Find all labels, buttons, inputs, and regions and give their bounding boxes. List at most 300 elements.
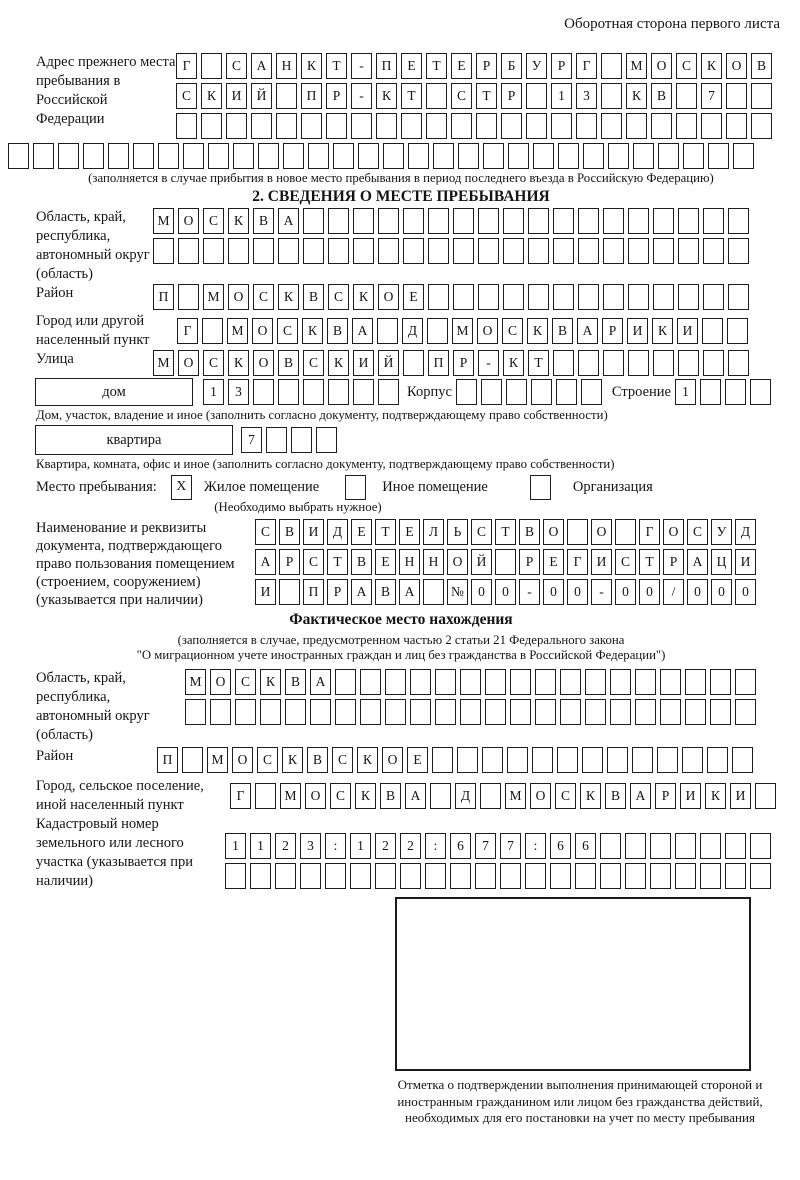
char-cell[interactable]: [325, 863, 346, 889]
char-cell[interactable]: С: [615, 549, 636, 575]
char-cell[interactable]: [653, 350, 674, 376]
char-cell[interactable]: [610, 669, 631, 695]
char-cell[interactable]: Р: [501, 83, 522, 109]
char-cell[interactable]: [253, 238, 274, 264]
char-cell[interactable]: Т: [326, 53, 347, 79]
char-cell[interactable]: 6: [450, 833, 471, 859]
char-cell[interactable]: [485, 669, 506, 695]
char-cell[interactable]: [385, 699, 406, 725]
char-cell[interactable]: [250, 863, 271, 889]
char-cell[interactable]: [632, 747, 653, 773]
char-cell[interactable]: [600, 833, 621, 859]
char-cell[interactable]: [578, 238, 599, 264]
char-cell[interactable]: В: [303, 284, 324, 310]
char-cell[interactable]: В: [278, 350, 299, 376]
char-cell[interactable]: [456, 379, 477, 405]
char-cell[interactable]: 0: [495, 579, 516, 605]
char-cell[interactable]: [426, 83, 447, 109]
char-cell[interactable]: М: [626, 53, 647, 79]
char-cell[interactable]: [528, 284, 549, 310]
char-cell[interactable]: О: [543, 519, 564, 545]
char-cell[interactable]: О: [663, 519, 684, 545]
char-cell[interactable]: С: [676, 53, 697, 79]
char-cell[interactable]: [657, 747, 678, 773]
char-cell[interactable]: [725, 833, 746, 859]
char-cell[interactable]: [435, 669, 456, 695]
char-cell[interactable]: [710, 669, 731, 695]
char-cell[interactable]: [526, 83, 547, 109]
char-cell[interactable]: [383, 143, 404, 169]
char-cell[interactable]: 0: [567, 579, 588, 605]
char-cell[interactable]: [353, 208, 374, 234]
char-cell[interactable]: [427, 318, 448, 344]
char-cell[interactable]: К: [353, 284, 374, 310]
char-cell[interactable]: [333, 143, 354, 169]
char-cell[interactable]: -: [519, 579, 540, 605]
char-cell[interactable]: [751, 83, 772, 109]
char-cell[interactable]: [750, 379, 771, 405]
char-cell[interactable]: [335, 669, 356, 695]
char-cell[interactable]: [603, 238, 624, 264]
char-cell[interactable]: К: [278, 284, 299, 310]
char-cell[interactable]: М: [203, 284, 224, 310]
char-cell[interactable]: 1: [675, 379, 696, 405]
char-cell[interactable]: К: [301, 53, 322, 79]
char-cell[interactable]: Т: [495, 519, 516, 545]
char-cell[interactable]: Г: [176, 53, 197, 79]
char-cell[interactable]: К: [527, 318, 548, 344]
char-cell[interactable]: [735, 669, 756, 695]
char-cell[interactable]: Р: [326, 83, 347, 109]
char-cell[interactable]: С: [687, 519, 708, 545]
char-cell[interactable]: К: [357, 747, 378, 773]
char-cell[interactable]: [583, 143, 604, 169]
char-cell[interactable]: -: [351, 83, 372, 109]
char-cell[interactable]: К: [228, 350, 249, 376]
char-cell[interactable]: [628, 350, 649, 376]
char-cell[interactable]: [303, 208, 324, 234]
char-cell[interactable]: О: [232, 747, 253, 773]
char-cell[interactable]: [628, 208, 649, 234]
char-cell[interactable]: [633, 143, 654, 169]
char-cell[interactable]: :: [325, 833, 346, 859]
char-cell[interactable]: [403, 208, 424, 234]
char-cell[interactable]: -: [478, 350, 499, 376]
char-cell[interactable]: [507, 747, 528, 773]
char-cell[interactable]: [625, 863, 646, 889]
char-cell[interactable]: [283, 143, 304, 169]
char-cell[interactable]: [678, 208, 699, 234]
char-cell[interactable]: [335, 699, 356, 725]
char-cell[interactable]: [728, 208, 749, 234]
char-cell[interactable]: [653, 238, 674, 264]
char-cell[interactable]: [603, 208, 624, 234]
char-cell[interactable]: С: [451, 83, 472, 109]
char-cell[interactable]: М: [280, 783, 301, 809]
char-cell[interactable]: Ь: [447, 519, 468, 545]
char-cell[interactable]: 7: [701, 83, 722, 109]
char-cell[interactable]: [628, 284, 649, 310]
char-cell[interactable]: [8, 143, 29, 169]
char-cell[interactable]: Й: [471, 549, 492, 575]
char-cell[interactable]: Г: [639, 519, 660, 545]
char-cell[interactable]: Р: [327, 579, 348, 605]
char-cell[interactable]: №: [447, 579, 468, 605]
char-cell[interactable]: [600, 863, 621, 889]
char-cell[interactable]: [453, 284, 474, 310]
char-cell[interactable]: [482, 747, 503, 773]
char-cell[interactable]: [353, 238, 374, 264]
char-cell[interactable]: 3: [300, 833, 321, 859]
char-cell[interactable]: 3: [576, 83, 597, 109]
char-cell[interactable]: Р: [655, 783, 676, 809]
char-cell[interactable]: [33, 143, 54, 169]
char-cell[interactable]: Ц: [711, 549, 732, 575]
char-cell[interactable]: Т: [401, 83, 422, 109]
char-cell[interactable]: [682, 747, 703, 773]
char-cell[interactable]: [351, 113, 372, 139]
char-cell[interactable]: Б: [501, 53, 522, 79]
char-cell[interactable]: [225, 863, 246, 889]
char-cell[interactable]: О: [305, 783, 326, 809]
char-cell[interactable]: [478, 208, 499, 234]
char-cell[interactable]: [503, 238, 524, 264]
char-cell[interactable]: 1: [551, 83, 572, 109]
char-cell[interactable]: [675, 863, 696, 889]
char-cell[interactable]: В: [751, 53, 772, 79]
char-cell[interactable]: [432, 747, 453, 773]
char-cell[interactable]: В: [285, 669, 306, 695]
char-cell[interactable]: [608, 143, 629, 169]
char-cell[interactable]: [183, 143, 204, 169]
char-cell[interactable]: [153, 238, 174, 264]
char-cell[interactable]: [430, 783, 451, 809]
char-cell[interactable]: Г: [177, 318, 198, 344]
char-cell[interactable]: Т: [639, 549, 660, 575]
char-cell[interactable]: [558, 143, 579, 169]
char-cell[interactable]: С: [303, 549, 324, 575]
char-cell[interactable]: Н: [276, 53, 297, 79]
char-cell[interactable]: [278, 238, 299, 264]
char-cell[interactable]: [578, 284, 599, 310]
char-cell[interactable]: [501, 113, 522, 139]
char-cell[interactable]: [251, 113, 272, 139]
char-cell[interactable]: С: [253, 284, 274, 310]
char-cell[interactable]: С: [277, 318, 298, 344]
char-cell[interactable]: О: [651, 53, 672, 79]
char-cell[interactable]: В: [519, 519, 540, 545]
char-cell[interactable]: [495, 549, 516, 575]
char-cell[interactable]: [278, 379, 299, 405]
char-cell[interactable]: [676, 113, 697, 139]
char-cell[interactable]: П: [157, 747, 178, 773]
char-cell[interactable]: [678, 238, 699, 264]
char-cell[interactable]: [460, 669, 481, 695]
char-cell[interactable]: А: [310, 669, 331, 695]
char-cell[interactable]: [733, 143, 754, 169]
char-cell[interactable]: [423, 579, 444, 605]
char-cell[interactable]: [378, 379, 399, 405]
char-cell[interactable]: [158, 143, 179, 169]
char-cell[interactable]: [525, 863, 546, 889]
char-cell[interactable]: 6: [575, 833, 596, 859]
char-cell[interactable]: Е: [351, 519, 372, 545]
char-cell[interactable]: [480, 783, 501, 809]
char-cell[interactable]: К: [580, 783, 601, 809]
char-cell[interactable]: [531, 379, 552, 405]
char-cell[interactable]: [301, 113, 322, 139]
char-cell[interactable]: [185, 699, 206, 725]
char-cell[interactable]: [481, 379, 502, 405]
char-cell[interactable]: [528, 208, 549, 234]
char-cell[interactable]: /: [663, 579, 684, 605]
char-cell[interactable]: [260, 699, 281, 725]
char-cell[interactable]: К: [705, 783, 726, 809]
char-cell[interactable]: В: [253, 208, 274, 234]
char-cell[interactable]: [551, 113, 572, 139]
char-cell[interactable]: [458, 143, 479, 169]
char-cell[interactable]: О: [210, 669, 231, 695]
char-cell[interactable]: [683, 143, 704, 169]
char-cell[interactable]: [375, 863, 396, 889]
char-cell[interactable]: [578, 208, 599, 234]
char-cell[interactable]: [326, 113, 347, 139]
char-cell[interactable]: [685, 669, 706, 695]
char-cell[interactable]: Р: [551, 53, 572, 79]
char-cell[interactable]: [553, 350, 574, 376]
char-cell[interactable]: [483, 143, 504, 169]
char-cell[interactable]: С: [502, 318, 523, 344]
char-cell[interactable]: [732, 747, 753, 773]
char-cell[interactable]: [403, 238, 424, 264]
char-cell[interactable]: [275, 863, 296, 889]
char-cell[interactable]: В: [605, 783, 626, 809]
char-cell[interactable]: А: [278, 208, 299, 234]
char-cell[interactable]: 3: [228, 379, 249, 405]
char-cell[interactable]: [360, 669, 381, 695]
char-cell[interactable]: С: [235, 669, 256, 695]
char-cell[interactable]: К: [328, 350, 349, 376]
char-cell[interactable]: [585, 669, 606, 695]
char-cell[interactable]: 1: [350, 833, 371, 859]
char-cell[interactable]: А: [405, 783, 426, 809]
char-cell[interactable]: Р: [663, 549, 684, 575]
char-cell[interactable]: И: [591, 549, 612, 575]
char-cell[interactable]: [535, 699, 556, 725]
char-cell[interactable]: [428, 284, 449, 310]
char-cell[interactable]: [603, 350, 624, 376]
char-cell[interactable]: [510, 699, 531, 725]
char-cell[interactable]: [728, 238, 749, 264]
char-cell[interactable]: [208, 143, 229, 169]
char-cell[interactable]: [201, 113, 222, 139]
char-cell[interactable]: В: [375, 579, 396, 605]
char-cell[interactable]: 0: [639, 579, 660, 605]
char-cell[interactable]: [478, 284, 499, 310]
char-cell[interactable]: И: [680, 783, 701, 809]
char-cell[interactable]: [610, 699, 631, 725]
char-cell[interactable]: В: [380, 783, 401, 809]
char-cell[interactable]: [678, 284, 699, 310]
char-cell[interactable]: [285, 699, 306, 725]
char-cell[interactable]: Е: [403, 284, 424, 310]
char-cell[interactable]: О: [447, 549, 468, 575]
char-cell[interactable]: П: [301, 83, 322, 109]
char-cell[interactable]: 1: [225, 833, 246, 859]
char-cell[interactable]: [228, 238, 249, 264]
char-cell[interactable]: 2: [275, 833, 296, 859]
char-cell[interactable]: [755, 783, 776, 809]
char-cell[interactable]: 0: [687, 579, 708, 605]
char-cell[interactable]: [376, 113, 397, 139]
char-cell[interactable]: Е: [375, 549, 396, 575]
char-cell[interactable]: Е: [399, 519, 420, 545]
char-cell[interactable]: Д: [455, 783, 476, 809]
char-cell[interactable]: [560, 669, 581, 695]
char-cell[interactable]: Р: [602, 318, 623, 344]
char-cell[interactable]: И: [627, 318, 648, 344]
char-cell[interactable]: И: [730, 783, 751, 809]
char-cell[interactable]: С: [332, 747, 353, 773]
char-cell[interactable]: К: [652, 318, 673, 344]
char-cell[interactable]: [567, 519, 588, 545]
char-cell[interactable]: [708, 143, 729, 169]
char-cell[interactable]: М: [153, 208, 174, 234]
char-cell[interactable]: Т: [476, 83, 497, 109]
char-cell[interactable]: Т: [528, 350, 549, 376]
char-cell[interactable]: [700, 863, 721, 889]
char-cell[interactable]: Е: [407, 747, 428, 773]
char-cell[interactable]: К: [282, 747, 303, 773]
char-cell[interactable]: [585, 699, 606, 725]
char-cell[interactable]: [526, 113, 547, 139]
char-cell[interactable]: [360, 699, 381, 725]
char-cell[interactable]: [450, 863, 471, 889]
checkbox-organizaciya[interactable]: [530, 475, 551, 500]
char-cell[interactable]: [226, 113, 247, 139]
char-cell[interactable]: [451, 113, 472, 139]
char-cell[interactable]: В: [552, 318, 573, 344]
char-cell[interactable]: [182, 747, 203, 773]
char-cell[interactable]: [476, 113, 497, 139]
char-cell[interactable]: 7: [475, 833, 496, 859]
char-cell[interactable]: 7: [241, 427, 262, 453]
char-cell[interactable]: Г: [567, 549, 588, 575]
char-cell[interactable]: [328, 379, 349, 405]
char-cell[interactable]: [253, 379, 274, 405]
char-cell[interactable]: [528, 238, 549, 264]
char-cell[interactable]: О: [382, 747, 403, 773]
char-cell[interactable]: 0: [471, 579, 492, 605]
char-cell[interactable]: А: [352, 318, 373, 344]
char-cell[interactable]: И: [353, 350, 374, 376]
char-cell[interactable]: [635, 699, 656, 725]
char-cell[interactable]: [328, 208, 349, 234]
char-cell[interactable]: М: [207, 747, 228, 773]
char-cell[interactable]: [635, 669, 656, 695]
char-cell[interactable]: [433, 143, 454, 169]
char-cell[interactable]: [403, 350, 424, 376]
char-cell[interactable]: 1: [250, 833, 271, 859]
char-cell[interactable]: Т: [375, 519, 396, 545]
char-cell[interactable]: [725, 379, 746, 405]
char-cell[interactable]: [701, 113, 722, 139]
char-cell[interactable]: [400, 863, 421, 889]
char-cell[interactable]: 1: [203, 379, 224, 405]
char-cell[interactable]: [279, 579, 300, 605]
char-cell[interactable]: [108, 143, 129, 169]
char-cell[interactable]: [727, 318, 748, 344]
char-cell[interactable]: П: [303, 579, 324, 605]
char-cell[interactable]: С: [176, 83, 197, 109]
char-cell[interactable]: [201, 53, 222, 79]
char-cell[interactable]: С: [471, 519, 492, 545]
char-cell[interactable]: [457, 747, 478, 773]
char-cell[interactable]: [658, 143, 679, 169]
char-cell[interactable]: [210, 699, 231, 725]
char-cell[interactable]: А: [351, 579, 372, 605]
char-cell[interactable]: К: [626, 83, 647, 109]
char-cell[interactable]: [453, 238, 474, 264]
char-cell[interactable]: М: [185, 669, 206, 695]
char-cell[interactable]: [460, 699, 481, 725]
char-cell[interactable]: О: [477, 318, 498, 344]
char-cell[interactable]: М: [153, 350, 174, 376]
char-cell[interactable]: [703, 284, 724, 310]
char-cell[interactable]: [702, 318, 723, 344]
char-cell[interactable]: [628, 238, 649, 264]
char-cell[interactable]: [707, 747, 728, 773]
char-cell[interactable]: [485, 699, 506, 725]
char-cell[interactable]: О: [530, 783, 551, 809]
char-cell[interactable]: Л: [423, 519, 444, 545]
char-cell[interactable]: [428, 208, 449, 234]
char-cell[interactable]: [475, 863, 496, 889]
char-cell[interactable]: [258, 143, 279, 169]
char-cell[interactable]: [535, 669, 556, 695]
char-cell[interactable]: [575, 863, 596, 889]
char-cell[interactable]: [685, 699, 706, 725]
char-cell[interactable]: [700, 379, 721, 405]
char-cell[interactable]: Г: [576, 53, 597, 79]
checkbox-zhiloe[interactable]: X: [171, 475, 192, 500]
char-cell[interactable]: [378, 238, 399, 264]
char-cell[interactable]: Г: [230, 783, 251, 809]
char-cell[interactable]: Н: [399, 549, 420, 575]
char-cell[interactable]: [300, 863, 321, 889]
char-cell[interactable]: -: [591, 579, 612, 605]
char-cell[interactable]: 0: [735, 579, 756, 605]
char-cell[interactable]: [401, 113, 422, 139]
char-cell[interactable]: -: [351, 53, 372, 79]
char-cell[interactable]: [576, 113, 597, 139]
char-cell[interactable]: А: [577, 318, 598, 344]
char-cell[interactable]: [176, 113, 197, 139]
char-cell[interactable]: Д: [402, 318, 423, 344]
char-cell[interactable]: [703, 350, 724, 376]
char-cell[interactable]: О: [228, 284, 249, 310]
char-cell[interactable]: [233, 143, 254, 169]
char-cell[interactable]: М: [227, 318, 248, 344]
char-cell[interactable]: [557, 747, 578, 773]
char-cell[interactable]: В: [327, 318, 348, 344]
char-cell[interactable]: [650, 833, 671, 859]
char-cell[interactable]: [653, 284, 674, 310]
char-cell[interactable]: К: [201, 83, 222, 109]
char-cell[interactable]: И: [303, 519, 324, 545]
char-cell[interactable]: [703, 238, 724, 264]
char-cell[interactable]: Р: [519, 549, 540, 575]
